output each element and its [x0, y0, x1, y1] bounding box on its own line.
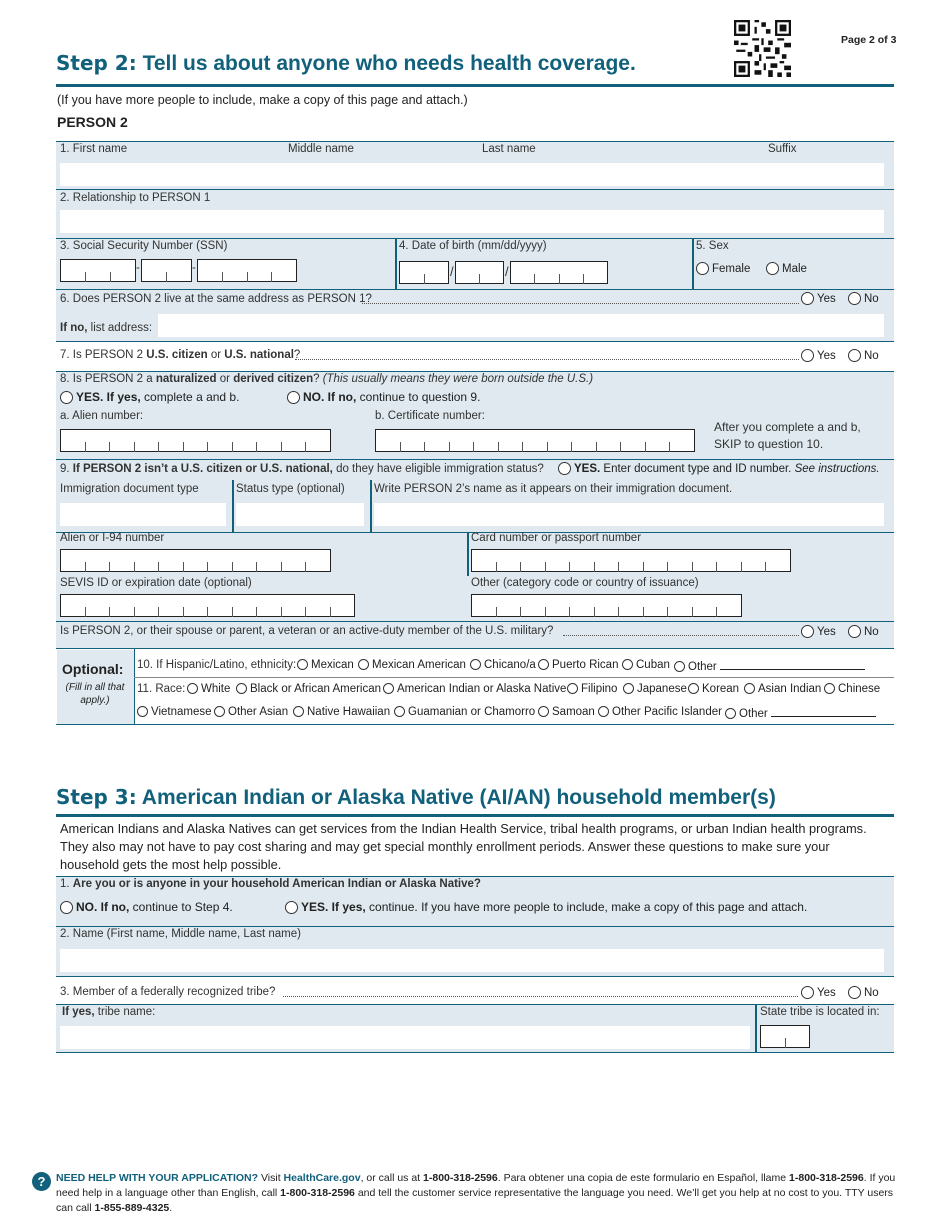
ssn-label: 3. Social Security Number (SSN) — [60, 240, 228, 252]
leader-dots — [362, 303, 799, 304]
citizen-q-part: ? — [293, 349, 301, 361]
ethnicity-label-text: Cuban — [636, 659, 670, 671]
ethnicity-label-text: Other — [688, 661, 717, 673]
imm-q-part: 9. — [60, 463, 73, 475]
footer-text: . Para obtener una copia de este formulario en Español, llame — [497, 1172, 790, 1184]
race-label-text: Japanese — [637, 683, 687, 695]
ethnicity-label-text: Mexican American — [372, 659, 466, 671]
race-label-text: Guamanian or Chamorro — [408, 706, 536, 718]
address-input[interactable] — [158, 314, 884, 337]
step2-title — [56, 51, 636, 76]
card-passport-label: Card number or passport number — [471, 532, 642, 544]
tty-number: 1-855-889-4325 — [94, 1202, 170, 1214]
race-label-text: Korean — [702, 683, 740, 695]
race-label-text: Black or African American — [250, 683, 382, 695]
race-label-text: Vietnamese — [151, 706, 212, 718]
nat-q-part: or — [216, 373, 234, 385]
ethnicity-label-text: Chicano/a — [484, 659, 536, 671]
sex-female-option[interactable] — [696, 262, 750, 275]
radio-icon — [848, 349, 861, 362]
race-other-input[interactable] — [771, 706, 876, 717]
female-label: Female — [712, 263, 751, 275]
imm-yes-italic: See instructions. — [794, 463, 880, 475]
footer-text: . If you need help in a language other than English, call — [56, 1172, 896, 1199]
race-label-text: Other Pacific Islander — [612, 706, 722, 718]
race-label-text: Samoan — [552, 706, 595, 718]
aian-q-bold: Are you or is anyone in your household American Indian or Alaska Native? — [72, 878, 481, 890]
citizen-q-part: 7. Is PERSON 2 — [60, 349, 147, 361]
radio-icon — [674, 661, 685, 672]
radio-icon — [287, 391, 300, 404]
radio-icon — [848, 625, 861, 638]
dob-day-input[interactable] — [455, 261, 504, 284]
divider — [232, 480, 234, 532]
need-help-label: NEED HELP WITH YOUR APPLICATION? — [56, 1172, 259, 1184]
divider — [134, 648, 135, 725]
race-option[interactable] — [187, 683, 230, 695]
race-option[interactable] — [688, 683, 739, 695]
ethnicity-option[interactable] — [674, 659, 865, 673]
ethnicity-option[interactable] — [622, 659, 670, 671]
radio-icon — [622, 659, 633, 670]
aian-yes-text: continue. If you have more people to include, make a copy of this page and attach. — [365, 900, 808, 914]
imm-doc-type-input[interactable] — [60, 503, 226, 526]
suffix-label: Suffix — [768, 143, 797, 155]
no-label: No — [864, 987, 879, 999]
phone-number: 1-800-318-2596 — [789, 1172, 864, 1184]
nat-no-text: continue to question 9. — [356, 390, 481, 404]
no-label: No — [864, 293, 879, 305]
ethnicity-option[interactable] — [358, 659, 466, 671]
ethnicity-option[interactable] — [297, 659, 354, 671]
race-option[interactable] — [293, 706, 390, 718]
footer-text: Visit — [258, 1172, 284, 1184]
yes-label: Yes — [817, 350, 836, 362]
aian-question — [60, 878, 481, 890]
radio-icon — [801, 986, 814, 999]
certificate-number-label: b. Certificate number: — [375, 410, 485, 422]
ssn-dash: - — [136, 262, 140, 274]
dob-year-input[interactable] — [510, 261, 608, 284]
other-category-input[interactable] — [471, 594, 742, 617]
relationship-label: 2. Relationship to PERSON 1 — [60, 192, 211, 204]
race-label-text: American Indian or Alaska Native — [397, 683, 567, 695]
citizen-yes[interactable] — [801, 349, 836, 362]
fill-all-note: (Fill in all that apply.) — [65, 682, 125, 706]
footer-text: and tell the customer service representative the language you need. We’ll get you help at no cost to you. TTY users can call — [56, 1187, 894, 1214]
radio-icon — [558, 462, 571, 475]
alien-number-label: a. Alien number: — [60, 410, 144, 422]
divider — [395, 238, 397, 289]
radio-icon — [725, 708, 736, 719]
ssn-part2-input[interactable] — [141, 259, 192, 282]
immigration-question — [60, 463, 544, 475]
help-icon: ? — [32, 1172, 51, 1191]
radio-icon — [297, 659, 308, 670]
state-tribe-input[interactable] — [760, 1025, 810, 1048]
race-option[interactable] — [394, 706, 535, 718]
race-option[interactable] — [383, 683, 566, 695]
nat-q-bold: derived citizen — [233, 373, 314, 385]
certificate-number-input[interactable] — [375, 429, 695, 452]
radio-icon — [236, 683, 247, 694]
veteran-no[interactable] — [848, 625, 879, 638]
aian-yes[interactable] — [285, 900, 807, 914]
citizen-q-bold: U.S. national — [224, 349, 294, 361]
citizen-question — [60, 349, 300, 361]
step2-rule — [56, 84, 894, 87]
imm-yes-text: Enter document type and ID number. — [600, 463, 795, 475]
radio-icon — [470, 659, 481, 670]
imm-name-label: Write PERSON 2’s name as it appears on their immigration document. — [374, 483, 733, 495]
footer-text: . — [169, 1202, 173, 1214]
alien-i94-input[interactable] — [60, 549, 331, 572]
imm-q-bold: If PERSON 2 isn’t a U.S. citizen or U.S. national, — [72, 463, 333, 475]
radio-icon — [293, 706, 304, 717]
radio-icon — [538, 659, 549, 670]
race-label-text: Chinese — [838, 683, 881, 695]
card-passport-input[interactable] — [471, 549, 791, 572]
leader-dots — [563, 635, 799, 636]
radio-icon — [848, 986, 861, 999]
list-address-text: list address: — [87, 322, 153, 334]
step3-heading: American Indian or Alaska Native (AI/AN) household member(s) — [141, 786, 776, 809]
radio-icon — [598, 706, 609, 717]
yes-label: Yes — [817, 293, 836, 305]
ethnicity-label: 10. If Hispanic/Latino, ethnicity: — [137, 659, 297, 671]
radio-icon — [801, 625, 814, 638]
citizen-q-part: or — [207, 349, 225, 361]
dob-label: 4. Date of birth (mm/dd/yyyy) — [399, 240, 547, 252]
radio-icon — [766, 262, 779, 275]
footer-help-text — [56, 1171, 896, 1216]
radio-icon — [285, 901, 298, 914]
aian-name-label: 2. Name (First name, Middle name, Last name) — [60, 928, 301, 940]
step2-label: Step 2: — [56, 51, 137, 75]
aian-no[interactable] — [60, 900, 233, 914]
aian-q-num: 1. — [60, 878, 73, 890]
radio-icon — [214, 706, 225, 717]
imm-yes-bold: YES. — [574, 463, 601, 475]
phone-number: 1-800-318-2596 — [280, 1187, 355, 1199]
radio-icon — [567, 683, 578, 694]
radio-icon — [538, 706, 549, 717]
ssn-part3-input[interactable] — [197, 259, 297, 282]
radio-icon — [744, 683, 755, 694]
leader-dots — [283, 996, 798, 997]
radio-icon — [358, 659, 369, 670]
status-type-input[interactable] — [236, 503, 364, 526]
other-category-label: Other (category code or country of issuance) — [471, 577, 699, 589]
state-tribe-label: State tribe is located in: — [760, 1006, 880, 1018]
if-no-label: If no, — [60, 322, 88, 334]
radio-icon — [801, 292, 814, 305]
naturalized-question — [60, 373, 593, 385]
race-option[interactable] — [623, 683, 687, 695]
tribe-member-question: 3. Member of a federally recognized tribe? — [60, 986, 276, 998]
radio-icon — [137, 706, 148, 717]
tribe-member-no[interactable] — [848, 986, 879, 999]
qr-code-icon — [734, 20, 791, 77]
citizen-no[interactable] — [848, 349, 879, 362]
alien-i94-label: Alien or I-94 number — [60, 532, 165, 544]
race-option[interactable] — [824, 683, 880, 695]
ethnicity-option[interactable] — [470, 659, 536, 671]
tribe-name-label — [62, 1006, 155, 1018]
same-address-question: 6. Does PERSON 2 live at the same address as PERSON 1? — [60, 293, 372, 305]
middle-name-label: Middle name — [288, 143, 354, 155]
ethnicity-label-text: Puerto Rican — [552, 659, 619, 671]
status-type-label: Status type (optional) — [236, 483, 345, 495]
radio-icon — [623, 683, 634, 694]
radio-icon — [801, 349, 814, 362]
race-label-text: Other — [739, 708, 768, 720]
citizen-q-bold: U.S. citizen — [146, 349, 208, 361]
step3-title — [56, 785, 776, 810]
radio-icon — [848, 292, 861, 305]
naturalized-yes[interactable] — [60, 390, 239, 404]
imm-doc-type-label: Immigration document type — [60, 483, 199, 495]
radio-icon — [383, 683, 394, 694]
veteran-yes[interactable] — [801, 625, 836, 638]
radio-icon — [688, 683, 699, 694]
race-option[interactable] — [598, 706, 722, 718]
skip-text: SKIP to question 10. — [714, 437, 824, 451]
list-address-label — [60, 322, 152, 334]
last-name-label: Last name — [482, 143, 536, 155]
sevis-input[interactable] — [60, 594, 355, 617]
radio-icon — [60, 901, 73, 914]
race-label-text: Asian Indian — [758, 683, 822, 695]
step2-note: (If you have more people to include, make a copy of this page and attach.) — [57, 93, 468, 107]
nat-q-part: ? — [313, 373, 323, 385]
divider — [134, 677, 894, 678]
radio-icon — [60, 391, 73, 404]
race-label-text: White — [201, 683, 231, 695]
yes-label: Yes — [817, 987, 836, 999]
yes-label: Yes — [817, 626, 836, 638]
radio-icon — [187, 683, 198, 694]
ethnicity-option[interactable] — [538, 659, 618, 671]
male-label: Male — [782, 263, 807, 275]
ethnicity-label-text: Mexican — [311, 659, 354, 671]
divider — [692, 238, 694, 289]
step3-intro: American Indians and Alaska Natives can get services from the Indian Health Service, tribal health programs, or urban Indian health programs. They also may not have to pay cost sharing and may get special monthly enrollment periods. Answer these questions to make sure your household gets the most help possible. — [60, 821, 867, 872]
veteran-question: Is PERSON 2, or their spouse or parent, a veteran or an active-duty member of the U.S. military? — [60, 625, 554, 637]
sevis-label: SEVIS ID or expiration date (optional) — [60, 577, 252, 589]
radio-icon — [394, 706, 405, 717]
optional-label: Optional: — [62, 661, 124, 677]
tribe-name-input[interactable] — [60, 1026, 750, 1049]
phone-number: 1-800-318-2596 — [423, 1172, 498, 1184]
same-address-yes[interactable] — [801, 292, 836, 305]
race-option[interactable] — [214, 706, 288, 718]
race-option[interactable] — [236, 683, 381, 695]
relationship-input[interactable] — [60, 210, 884, 233]
race-option[interactable] — [137, 706, 212, 718]
sex-male-option[interactable] — [766, 262, 807, 275]
alien-number-input[interactable] — [60, 429, 331, 452]
race-option[interactable] — [744, 683, 821, 695]
if-yes-bold: If yes, — [62, 1006, 95, 1018]
leader-dots — [295, 359, 799, 360]
nat-yes-text: complete a and b. — [140, 390, 240, 404]
step2-heading: Tell us about anyone who needs health coverage. — [142, 52, 636, 75]
qr-code — [734, 20, 791, 77]
nat-no-bold: NO. If no, — [303, 390, 357, 404]
nat-yes-bold: YES. If yes, — [76, 390, 141, 404]
person-heading: PERSON 2 — [57, 114, 128, 130]
aian-no-bold: NO. If no, — [76, 900, 130, 914]
race-option[interactable] — [538, 706, 595, 718]
dob-month-input[interactable] — [399, 261, 449, 284]
name-input[interactable] — [60, 163, 884, 186]
radio-icon — [696, 262, 709, 275]
race-label-text: Other Asian — [228, 706, 289, 718]
after-complete-text: After you complete a and b, — [714, 420, 861, 434]
immigration-yes[interactable] — [558, 462, 880, 475]
naturalized-no[interactable] — [287, 390, 480, 404]
race-label-text: Filipino — [581, 683, 618, 695]
page-number: Page 2 of 3 — [841, 34, 897, 46]
ssn-dash: - — [192, 262, 196, 274]
nat-q-part: 8. Is PERSON 2 a — [60, 373, 156, 385]
step3-rule — [56, 814, 894, 817]
nat-q-note: (This usually means they were born outside the U.S.) — [322, 373, 594, 385]
healthcare-link[interactable]: HealthCare.gov — [283, 1172, 361, 1184]
race-label-text: Native Hawaiian — [307, 706, 391, 718]
imm-q-part: do they have eligible immigration status? — [332, 463, 544, 475]
race-label: 11. Race: — [137, 683, 186, 695]
aian-yes-bold: YES. If yes, — [301, 900, 366, 914]
race-option[interactable] — [725, 706, 876, 720]
sex-label: 5. Sex — [696, 240, 729, 252]
tribe-name-text: tribe name: — [94, 1006, 156, 1018]
aian-name-input[interactable] — [60, 949, 884, 972]
divider — [755, 1004, 757, 1053]
footer-text: , or call us at — [360, 1172, 424, 1184]
ethnicity-other-input[interactable] — [720, 659, 865, 670]
race-option[interactable] — [567, 683, 617, 695]
dob-slash: / — [450, 264, 454, 279]
dob-slash: / — [505, 264, 509, 279]
ssn-part1-input[interactable] — [60, 259, 136, 282]
imm-name-input[interactable] — [374, 503, 884, 526]
radio-icon — [824, 683, 835, 694]
no-label: No — [864, 350, 879, 362]
same-address-no[interactable] — [848, 292, 879, 305]
tribe-member-yes[interactable] — [801, 986, 836, 999]
aian-no-text: continue to Step 4. — [129, 900, 233, 914]
divider — [370, 480, 372, 532]
step3-label: Step 3: — [56, 785, 137, 809]
first-name-label: 1. First name — [60, 143, 128, 155]
no-label: No — [864, 626, 879, 638]
nat-q-bold: naturalized — [155, 373, 217, 385]
